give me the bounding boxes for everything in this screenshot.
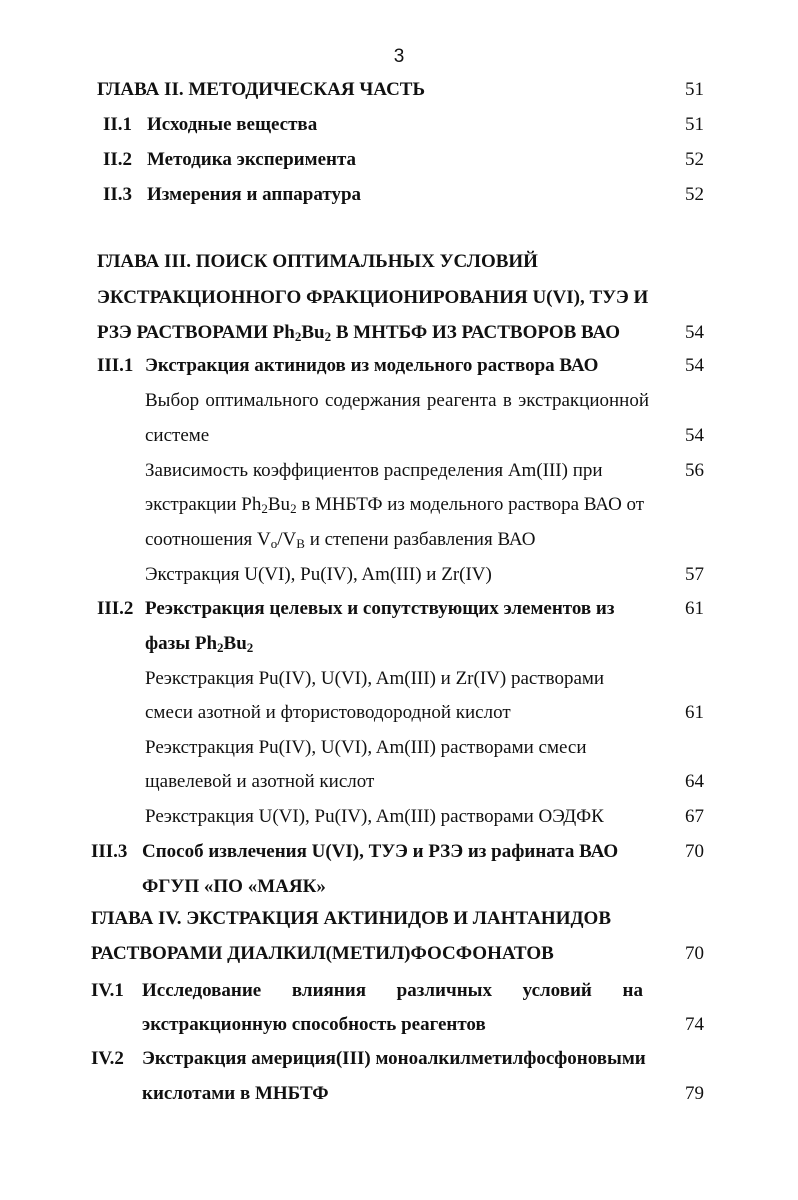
toc-subsection-line: щавелевой и азотной кислот	[145, 771, 375, 792]
toc-chapter-2-page: 51	[685, 79, 704, 100]
toc-chapter-4-title-line: ГЛАВА IV. ЭКСТРАКЦИЯ АКТИНИДОВ И ЛАНТАНИДОВ	[91, 908, 611, 929]
toc-subsection-page: 64	[685, 771, 704, 792]
toc-subsection-line: Экстракция U(VI), Pu(IV), Am(III) и Zr(IV)	[145, 564, 492, 585]
toc-subsection-line: смеси азотной и фтористоводородной кислот	[145, 702, 511, 723]
toc-subsection-page: 61	[685, 702, 704, 723]
toc-section-page: 54	[685, 355, 704, 376]
toc-section-title: Методика эксперимента	[147, 149, 357, 170]
toc-subsection-line: системе	[145, 425, 210, 446]
toc-section-title: кислотами в МНБТФ	[142, 1083, 329, 1104]
toc-section-number: III.3	[91, 841, 128, 862]
toc-subsection-page: 67	[685, 806, 704, 827]
toc-subsection-page: 54	[685, 425, 704, 446]
page-number: 3	[393, 46, 405, 67]
toc-chapter-4-page: 70	[685, 943, 704, 964]
toc-section-number: II.3	[103, 184, 133, 205]
toc-section-page: 52	[685, 184, 704, 205]
toc-section-number: III.1	[97, 355, 134, 376]
toc-chapter-2-title: ГЛАВА II. МЕТОДИЧЕСКАЯ ЧАСТЬ	[97, 79, 426, 100]
toc-chapter-3-title-line: РЗЭ РАСТВОРАМИ $Ph_2Bu_2$ В МНТБФ ИЗ РАСТВОРОВ ВАО	[97, 322, 621, 344]
toc-subsection-line: Реэкстракция Pu(IV), U(VI), Am(III) и Zr(IV) растворами	[145, 668, 605, 689]
toc-section-title: Способ извлечения U(VI), ТУЭ и РЗЭ из рафината ВАО	[142, 841, 619, 862]
toc-subsection-line: соотношения $V_o/V_B$ и степени разбавления ВАО	[145, 529, 536, 551]
toc-section-page: 74	[685, 1014, 704, 1035]
toc-section-page: 70	[685, 841, 704, 862]
toc-subsection-line: Выбор оптимального содержания реагента в экстракционной	[145, 390, 649, 411]
toc-chapter-4-title-line: РАСТВОРАМИ ДИАЛКИЛ(МЕТИЛ)ФОСФОНАТОВ	[91, 943, 554, 964]
toc-section-title: Исходные вещества	[147, 114, 318, 135]
toc-section-title: Измерения и аппаратура	[147, 184, 362, 205]
toc-subsection-line: Реэкстракция U(VI), Pu(IV), Am(III) растворами ОЭДФК	[145, 806, 604, 827]
toc-section-number: II.1	[103, 114, 133, 135]
toc-section-page: 51	[685, 114, 704, 135]
toc-section-number: III.2	[97, 598, 134, 619]
toc-section-title: ФГУП «ПО «МАЯК»	[142, 876, 326, 897]
toc-section-number: II.2	[103, 149, 133, 170]
toc-section-title: Экстракция актинидов из модельного раствора ВАО	[145, 355, 599, 376]
toc-chapter-3-title-line: ГЛАВА III. ПОИСК ОПТИМАЛЬНЫХ УСЛОВИЙ	[97, 251, 538, 272]
toc-chapter-3-page: 54	[685, 322, 704, 343]
toc-subsection-line: Зависимость коэффициентов распределения Am(III) при	[145, 460, 603, 481]
toc-section-number: IV.2	[91, 1048, 124, 1069]
toc-subsection-page: 57	[685, 564, 704, 585]
toc-section-title: Реэкстракция целевых и сопутствующих элементов из	[145, 598, 615, 619]
toc-section-title: фазы $Ph_2Bu_2$	[145, 633, 254, 655]
toc-section-page: 52	[685, 149, 704, 170]
toc-section-title: экстракционную способность реагентов	[142, 1014, 486, 1035]
toc-section-page: 79	[685, 1083, 704, 1104]
toc-subsection-line: Реэкстракция Pu(IV), U(VI), Am(III) растворами смеси	[145, 737, 587, 758]
toc-section-page: 61	[685, 598, 704, 619]
toc-subsection-page: 56	[685, 460, 704, 481]
toc-section-number: IV.1	[91, 980, 124, 1001]
toc-section-title: Исследование влияния различных условий на	[142, 980, 643, 1001]
toc-section-title: Экстракция америция(III) моноалкилметилфосфоновыми	[142, 1048, 646, 1069]
toc-subsection-line: экстракции $Ph_2Bu_2$ в МНБТФ из модельного раствора ВАО от	[145, 494, 645, 516]
toc-chapter-3-title-line: ЭКСТРАКЦИОННОГО ФРАКЦИОНИРОВАНИЯ U(VI), ТУЭ И	[97, 287, 649, 308]
